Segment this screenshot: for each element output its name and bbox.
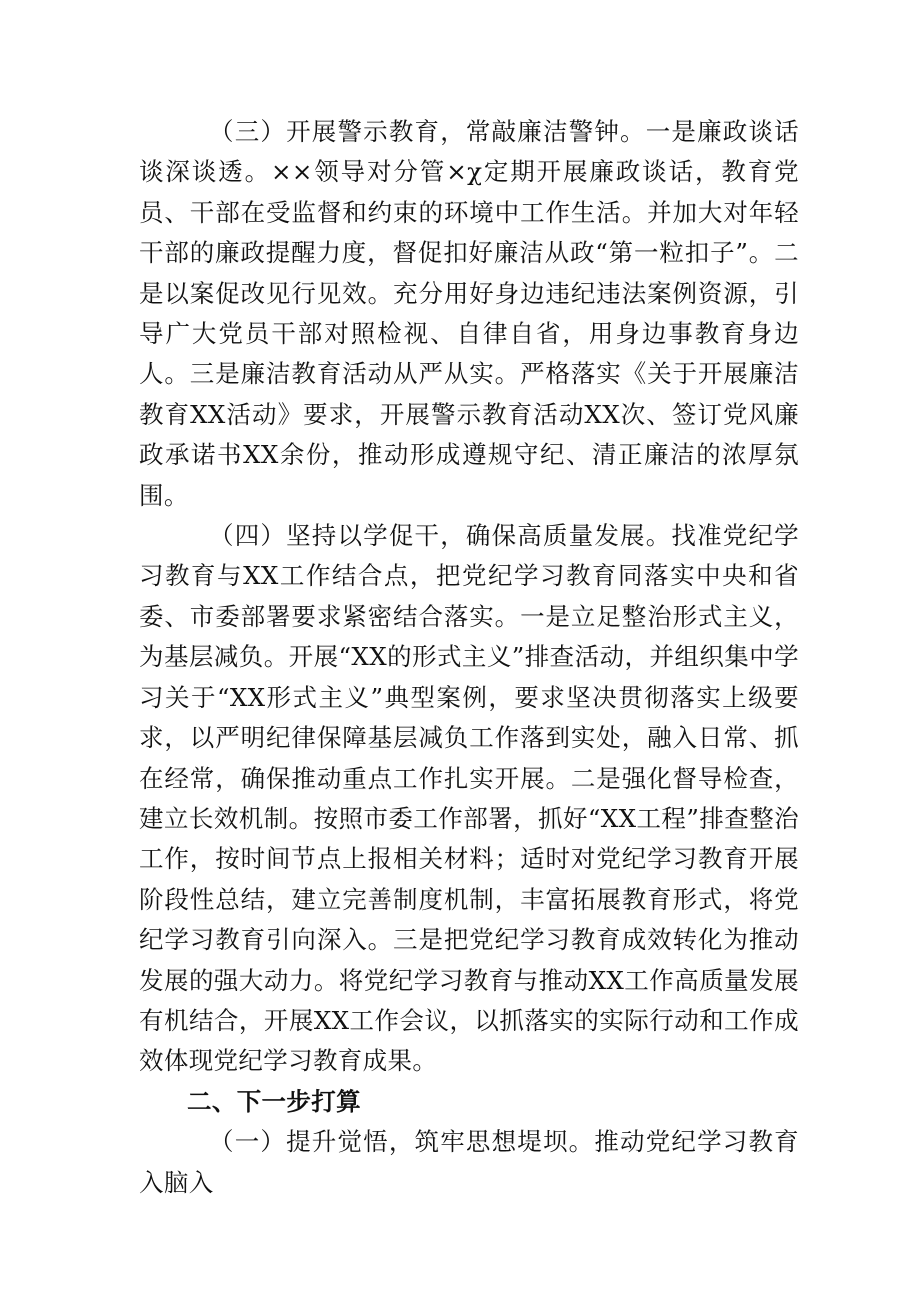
section-heading-next-steps: 二、下一步打算 — [187, 1086, 361, 1116]
paragraph-raise-awareness: （一）提升觉悟，筑牢思想堤坝。推动党纪学习教育入脑入 — [139, 1127, 799, 1197]
document-body — [139, 112, 799, 1203]
paragraph-learning-promotes-work: （四）坚持以学促干，确保高质量发展。找准党纪学习教育与XX工作结合点，把党纪学习教育同落实中央和省委、市委部署要求紧密结合落实。一是立足整治形式主义，为基层减负。开展“XX的形式主义”排查活动，并组织集中学习关于“XX形式主义”典型案例，要求坚决贯彻落实上级要求，以严明纪律保障基层减负工作落到实处，融入日常、抓在经常，确保推动重点工作扎实开展。二是强化督导检查，建立长效机制。按照市委工作部署，抓好“XX工程”排查整治工作，按时间节点上报相关材料；适时对党纪学习教育开展阶段性总结，建立完善制度机制，丰富拓展教育形式，将党纪学习教育引向深入。三是把党纪学习教育成效转化为推动发展的强大动力。将党纪学习教育与推动XX工作高质量发展有机结合，开展XX工作会议，以抓落实的实际行动和工作成效体现党纪学习教育成果。 — [139, 521, 799, 1076]
paragraph-warning-education: （三）开展警示教育，常敲廉洁警钟。一是廉政谈话谈深谈透。××领导对分管×χ定期开展廉政谈话，教育党员、干部在受监督和约束的环境中工作生活。并加大对年轻干部的廉政提醒力度，督促扣好廉洁从政“第一粒扣子”。二是以案促改见行见效。充分用好身边违纪违法案例资源，引导广大党员干部对照检视、自律自省，用身边事教育身边人。三是廉洁教育活动从严从实。严格落实《关于开展廉洁教育XX活动》要求，开展警示教育活动XX次、签订党风廉政承诺书XX余份，推动形成遵规守纪、清正廉洁的浓厚氛围。 — [139, 117, 799, 510]
